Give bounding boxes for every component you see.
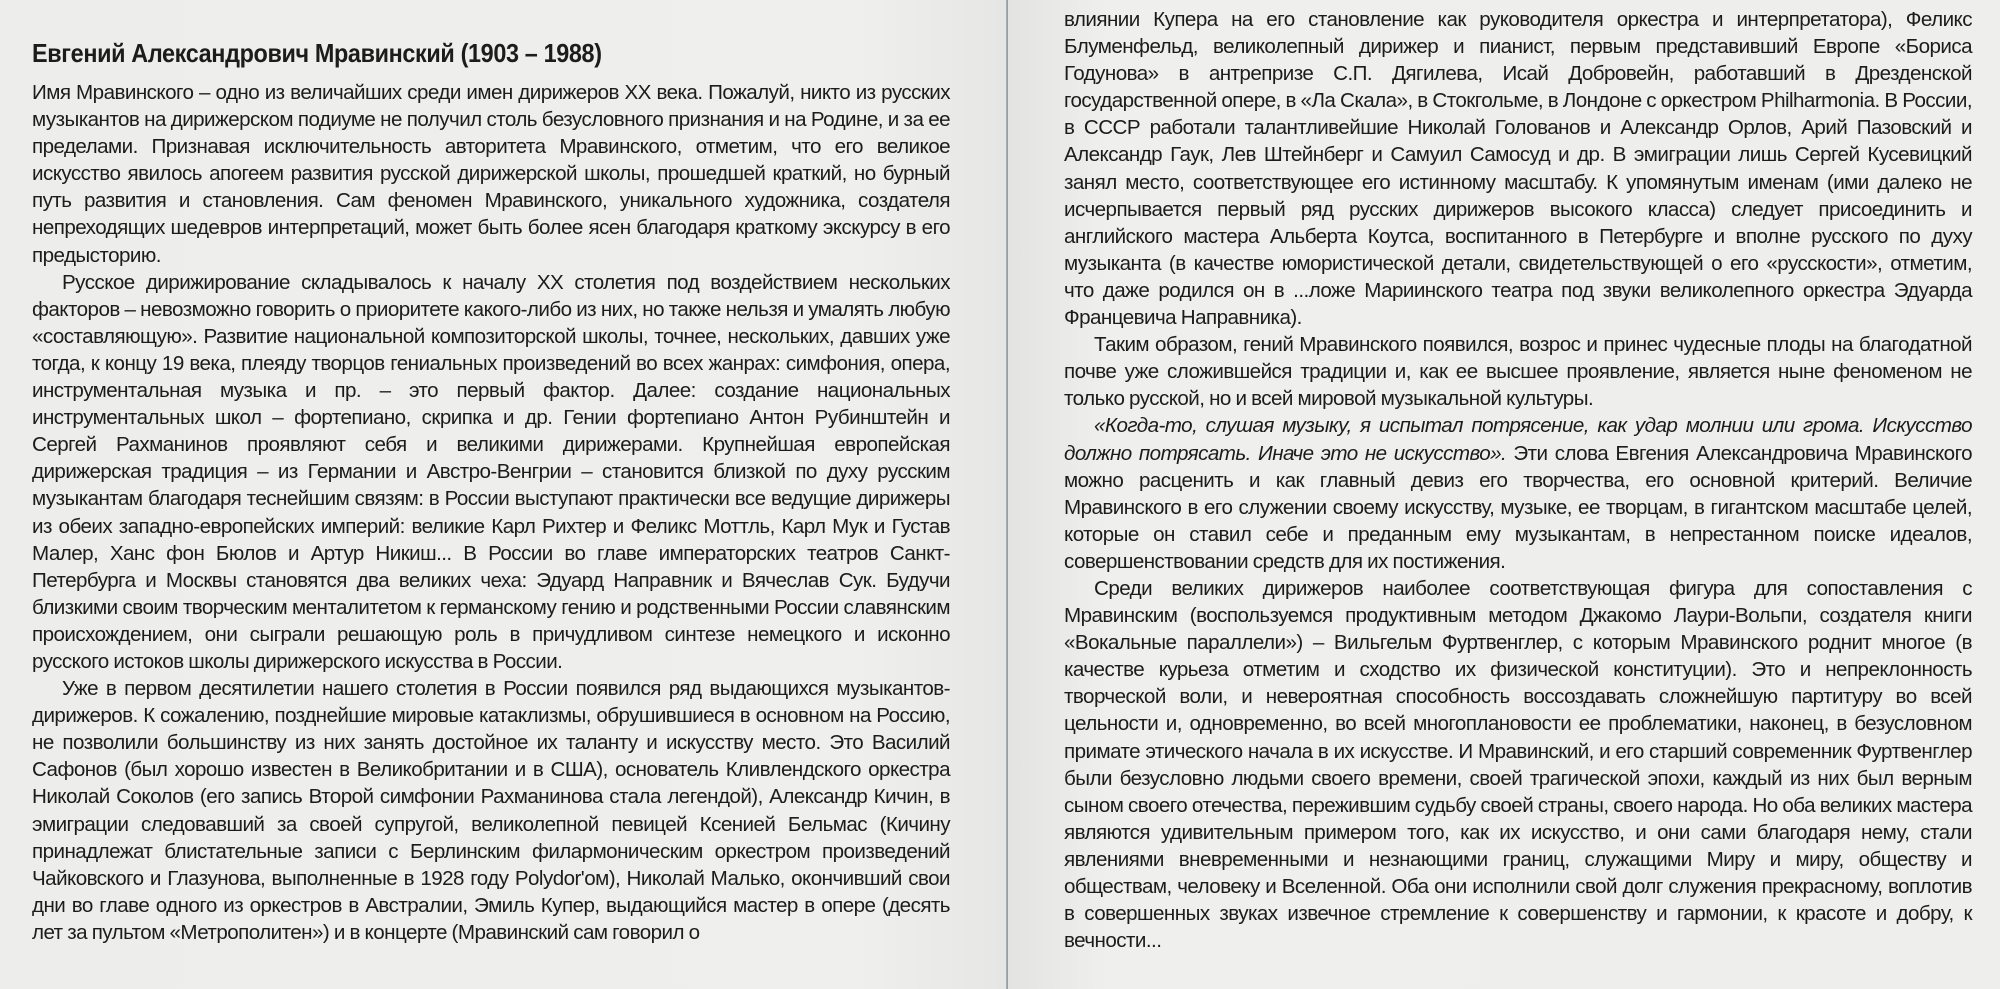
paragraph: Имя Мравинского – одно из величайших среди имен дирижеров XX века. Пожалуй, никто из русских музыкантов на дирижерском подиуме не получил столь безусловного признания и на Родине, и за ее пределами. Признавая исключительность авторитета Мравинского, отметим, что его великое искусство явилось апогеем развития русской дирижерской школы, прошедшей краткий, но бурный путь развития и становления. Сам феномен Мравинского, уникального художника, создателя непреходящих шедевров интерпретаций, может быть более ясен благодаря краткому экскурсу в его предысторию. — [32, 81, 950, 267]
paragraph: Таким образом, гений Мравинского появился, возрос и принес чудесные плоды на благодатной почве уже сложившейся традиции и, как ее высшее проявление, является ныне феноменом не только русской, но и всей мировой музыкальной культуры. — [1064, 333, 1972, 411]
quote-paragraph — [1064, 412, 1972, 575]
paragraph: Русское дирижирование складывалось к началу XX столетия под воздействием нескольких факторов – невозможно говорить о приоритете какого-либо из них, но также нельзя и умалять любую «составляющую». Развитие национальной композиторской школы, точнее, нескольких, давших уже тогда, к концу 19 века, плеяду творцов гениальных произведений во всех жанрах: симфония, опера, инструментальная музыка и пр. – это первый фактор. Далее: создание национальных инструментальных школ – фортепиано, скрипка и др. Гении фортепиано Антон Рубинштейн и Сергей Рахманинов проявляют себя и великими дирижерами. Крупнейшая европейская дирижерская традиция – из Германии и Австро-Венгрии – становится близкой по духу русским музыкантам благодаря теснейшим связям: в России выступают практически все ведущие дирижеры из обеих западно-европейских империй: великие Карл Рихтер и Феликс Моттль, Карл Мук и Густав Малер, Ханс фон Бюлов и Артур Никиш... В России во главе императорских театров Санкт-Петербурга и Москвы становятся два великих чеха: Эдуард Направник и Вячеслав Сук. Будучи близкими своим творческим менталитетом к германскому гению и родственными России славянским происхождением, они сыграли решающую роль в причудливом синтезе немецкого и исконно русского истоков школы дирижерского искусства в России. — [32, 270, 950, 673]
mravinsky-quote: «Когда-то, слушая музыку, я испытал потрясение, как удар молнии или грома. Искусство должно потрясать. Иначе это не искусство». — [1064, 414, 1972, 465]
quote-commentary: Эти слова Евгения Александровича Мравинского можно расценить и как главный девиз его творчества, его основной критерий. Величие Мравинского в его служении своему искусству, музыке, ее творцам, в гигантском масштабе целей, которые он ставил себе и преданным ему музыкантам, в непрестанном поиске идеалов, совершенствовании средств для их постижения. — [1064, 441, 1972, 573]
paragraph: Уже в первом десятилетии нашего столетия в России появился ряд выдающихся музыкантов-дирижеров. К сожалению, позднейшие мировые катаклизмы, обрушившиеся в основном на Россию, не позволили большинству из них занять достойное их таланту и искусству место. Это Василий Сафонов (был хорошо известен в Великобритании и в США), основатель Кливлендского оркестра Николай Соколов (его запись Второй симфонии Рахманинова стала легендой), Александр Кичин, в эмиграции следовавший за своей супругой, великолепной певицей Ксенией Бельмас (Кичину принадлежат блистательные записи с Берлинским филармоническим оркестром произведений Чайковского и Глазунова, выполненные в 1928 году Polydor'ом), Николай Малько, окончивший свои дни во главе одного из оркестров в Австралии, Эмиль Купер, выдающийся мастер в опере (десять лет за пультом «Метрополитен») и в концерте (Мравинский сам говорил о — [32, 677, 950, 944]
right-page-body — [1064, 6, 1972, 954]
right-page — [1008, 0, 2000, 989]
left-page-body — [32, 79, 950, 946]
paragraph: Среди великих дирижеров наиболее соответствующая фигура для сопоставления с Мравинским (воспользуемся продуктивным методом Джакомо Лаури-Вольпи, создателя книги «Вокальные параллели») – Вильгельм Фуртвенглер, с которым Мравинского роднит многое (в качестве курьеза отметим и сходство их физической конституции). Это и непреклонность творческой воли, и невероятная способность воссоздавать сложнейшую партитуру во всей цельности и, одновременно, во всей многоплановости ее проблематики, наконец, в безусловном примате этического начала в их искусстве. И Мравинский, и его старший современник Фуртвенглер были безусловно людьми своего времени, своей трагической эпохи, каждый из них был верным сыном своего отечества, пережившим судьбу своей страны, своего народа. Но оба великих мастера являются удивительным примером того, как их искусство, и они сами благодаря нему, стали явлениями вневременными и незнающими границ, служащими Миру и миру, обществу и обществам, человеку и Вселенной. Оба они исполнили свой долг служения прекрасному, воплотив в совершенных звуках извечное стремление к совершенству и гармонии, к красоте и добру, к вечности... — [1064, 576, 1972, 953]
article-title: Евгений Александрович Мравинский (1903 – 1988) — [32, 38, 602, 68]
paragraph: влиянии Купера на его становление как руководителя оркестра и интерпретатора), Феликс Блуменфельд, великолепный дирижер и пианист, первым представивший Европе «Бориса Годунова» в антрепризе С.П. Дягилева, Исай Добровейн, работавший в Дрезденской государственной опере, в «Ла Скала», в Стокгольме, в Лондоне с оркестром Philharmonia. В России, в СССР работали талантливейшие Николай Голованов и Александр Орлов, Арий Пазовский и Александр Гаук, Лев Штейнберг и Самуил Самосуд и др. В эмиграции лишь Сергей Кусевицкий занял место, соответствующее его истинному масштабу. К упомянутым именам (ими далеко не исчерпывается первый ряд русских дирижеров высокого класса) следует присоединить и английского мастера Альберта Коутса, воспитанного в Петербурге и вполне русского по духу музыканта (в качестве юмористической детали, свидетельствующей о его «русскости», отметим, что даже родился он в ...ложе Мариинского театра под звуки великолепного оркестра Эдуарда Францевича Направника). — [1064, 8, 1972, 330]
